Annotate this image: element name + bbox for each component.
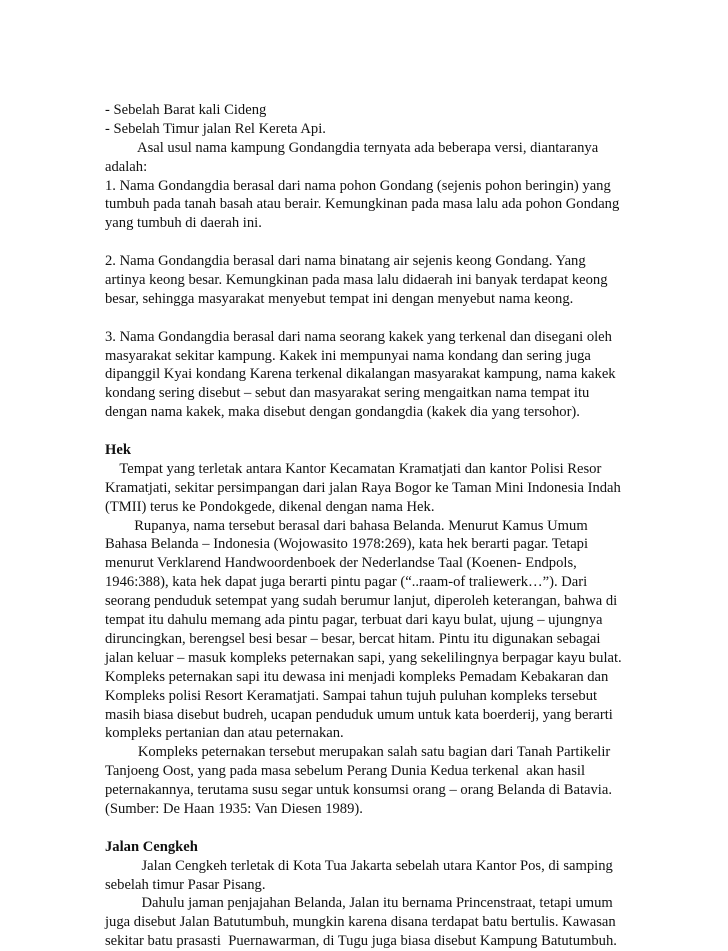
text-line: tempat itu dahulu memang ada pintu pagar, terbuat dari kayu bulat, ujung – ujungnya xyxy=(105,612,603,629)
text-line: (Sumber: De Haan 1935: Van Diesen 1989). xyxy=(105,800,363,817)
paragraph-spacer xyxy=(105,233,625,252)
section-heading-hek: Hek xyxy=(105,442,131,459)
text-line: besar, sehingga masyarakat menyebut tempat ini dengan menyebut nama keong. xyxy=(105,290,574,307)
text-line: menurut Verklarend Handwoordenboek der Nederlandse Taal (Koenen- Endpols, xyxy=(105,555,577,572)
text-line: Kompleks polisi Resort Keramatjati. Sampai tahun tujuh puluhan kompleks tersebut xyxy=(105,687,598,704)
text-line: artinya keong besar. Kemungkinan pada masa lalu didaerah ini banyak terdapat keong xyxy=(105,272,608,289)
text-line: Tempat yang terletak antara Kantor Kecamatan Kramatjati dan kantor Polisi Resor xyxy=(105,460,602,477)
text-line: adalah: xyxy=(105,158,148,175)
text-line: 1946:388), kata hek dapat juga berarti pintu pagar (“..raam-of traliewerk…”). Dari xyxy=(105,574,588,591)
text-line: Rupanya, nama tersebut berasal dari bahasa Belanda. Menurut Kamus Umum xyxy=(105,517,588,534)
text-line: dengan nama kakek, maka disebut dengan gondangdia (kakek dia yang tersohor). xyxy=(105,404,580,421)
text-line: sebelah timur Pasar Pisang. xyxy=(105,876,266,893)
jalan-cengkeh-section xyxy=(105,838,625,951)
text-line: yang tumbuh di daerah ini. xyxy=(105,215,262,232)
text-line: Kompleks peternakan tersebut merupakan salah satu bagian dari Tanah Partikelir xyxy=(105,744,611,761)
text-line: kompleks pertanian dan atau peternakan. xyxy=(105,725,344,742)
text-line: 3. Nama Gondangdia berasal dari nama seorang kakek yang terkenal dan disegani oleh xyxy=(105,328,612,345)
text-line: dipanggil Kyai kondang Karena terkenal dikalangan masyarakat kampung, nama kakek xyxy=(105,366,616,383)
paragraph-spacer xyxy=(105,819,625,838)
text-line: Bahasa Belanda – Indonesia (Wojowasito 1978:269), kata hek berarti pagar. Tetapi xyxy=(105,536,589,553)
text-line: 2. Nama Gondangdia berasal dari nama binatang air sejenis keong Gondang. Yang xyxy=(105,253,586,270)
paragraph-spacer xyxy=(105,422,625,441)
text-line: Jalan Cengkeh terletak di Kota Tua Jakarta sebelah utara Kantor Pos, di samping xyxy=(105,857,613,874)
intro-section xyxy=(105,101,625,233)
text-line: - Sebelah Timur jalan Rel Kereta Api. xyxy=(105,120,326,137)
text-line: peternakannya, terutama susu segar untuk konsumsi orang – orang Belanda di Batavia. xyxy=(105,782,612,799)
point-3-paragraph xyxy=(105,328,625,422)
point-2-paragraph xyxy=(105,252,625,309)
paragraph-spacer xyxy=(105,309,625,328)
text-line: Dahulu jaman penjajahan Belanda, Jalan itu bernama Princenstraat, tetapi umum xyxy=(105,895,613,912)
text-line: Asal usul nama kampung Gondangdia ternyata ada beberapa versi, diantaranya xyxy=(105,139,599,156)
text-line: - Sebelah Barat kali Cideng xyxy=(105,102,267,118)
text-line: masyarakat sekitar kampung. Kakek ini mempunyai nama kondang dan sering juga xyxy=(105,347,591,364)
text-line: Kramatjati, sekitar persimpangan dari jalan Raya Bogor ke Taman Mini Indonesia Indah xyxy=(105,479,621,496)
document-page xyxy=(105,101,625,951)
text-line: kondang sering disebut – sebut dan masyarakat sering mengaitkan nama tempat itu xyxy=(105,385,590,402)
text-line: juga disebut Jalan Batutumbuh, mungkin karena disana terdapat batu bertulis. Kawasan xyxy=(105,914,616,931)
text-line: jalan keluar – masuk kompleks peternakan sapi, yang sekelilingnya berpagar kayu bulat. xyxy=(105,649,622,666)
section-heading-jalan-cengkeh: Jalan Cengkeh xyxy=(105,838,198,855)
hek-section xyxy=(105,441,625,819)
text-line: 1. Nama Gondangdia berasal dari nama pohon Gondang (sejenis pohon beringin) yang xyxy=(105,177,611,194)
text-line: Kompleks peternakan sapi itu dewasa ini menjadi kompleks Pemadam Kebakaran dan xyxy=(105,668,609,685)
text-line: sekitar batu prasasti Puernawarman, di Tugu juga biasa disebut Kampung Batutumbuh. xyxy=(105,933,617,950)
text-line: (TMII) terus ke Pondokgede, dikenal dengan nama Hek. xyxy=(105,498,435,515)
text-line: seorang penduduk setempat yang sudah berumur lanjut, diperoleh keterangan, bahwa di xyxy=(105,593,618,610)
text-line: tumbuh pada tanah basah atau berair. Kemungkinan pada masa lalu ada pohon Gondang xyxy=(105,196,620,213)
text-line: Tanjoeng Oost, yang pada masa sebelum Perang Dunia Kedua terkenal akan hasil xyxy=(105,763,586,780)
text-line: masih biasa disebut budreh, ucapan penduduk umum untuk kata boerderij, yang berarti xyxy=(105,706,613,723)
text-line: diruncingkan, berengsel besi besar – besar, bercat hitam. Pintu itu digunakan sebagai xyxy=(105,630,601,647)
